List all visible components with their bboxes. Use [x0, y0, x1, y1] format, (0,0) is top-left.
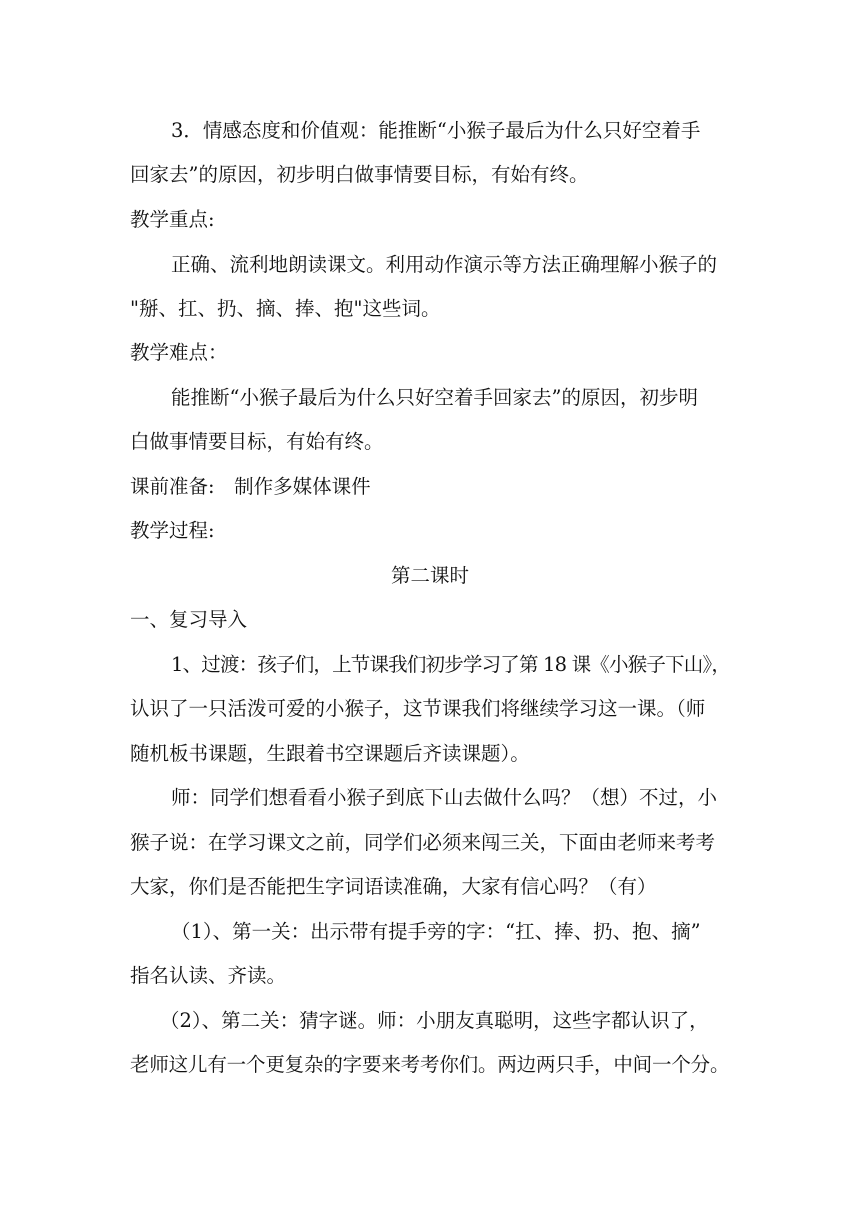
text-line: 指名认读、齐读。 — [130, 964, 287, 987]
text-line: 大家，你们是否能把生字词语读准确，大家有信心吗？（有） — [130, 875, 657, 898]
text-line: 1、过渡：孩子们，上节课我们初步学习了第 18 课《小猴子下山》， — [171, 653, 731, 676]
text-line: （2）、第二关：猜字谜。师：小朋友真聪明，这些字都认识了， — [160, 1009, 709, 1032]
text-line: 老师这儿有一个更复杂的字要来考考你们。两边两只手，中间一个分。 — [130, 1053, 730, 1076]
text-line: 白做事情要目标，有始有终。 — [130, 430, 384, 453]
section-heading: 课前准备: 制作多媒体课件 — [130, 475, 371, 498]
section-heading: 教学难点： — [130, 341, 228, 364]
text-line: 随机板书课题，生跟着书空课题后齐读课题）。 — [130, 742, 530, 765]
lesson-title: 第二课时 — [390, 564, 469, 587]
text-line: 能推断“小猴子最后为什么只好空着手回家去”的原因，初步明 — [171, 386, 698, 409]
section-heading: 一、复习导入 — [130, 608, 248, 631]
text-line: 3．情感态度和价值观：能推断“小猴子最后为什么只好空着手 — [171, 119, 701, 142]
text-line: "掰、扛、扔、摘、捧、抱"这些词。 — [130, 297, 441, 320]
text-line: （1）、第一关：出示带有提手旁的字：“扛、捧、扔、抱、摘” — [171, 920, 701, 943]
text-line: 正确、流利地朗读课文。利用动作演示等方法正确理解小猴子的 — [171, 253, 718, 276]
section-heading: 教学重点: — [130, 208, 215, 231]
text-line: 猴子说：在学习课文之前，同学们必须来闯三关，下面由老师来考考 — [130, 831, 716, 854]
text-line: 认识了一只活泼可爱的小猴子，这节课我们将继续学习这一课。（师 — [130, 697, 706, 720]
text-line: 师：同学们想看看小猴子到底下山去做什么吗？（想）不过，小 — [171, 786, 718, 809]
text-line: 回家去”的原因，初步明白做事情要目标，有始有终。 — [130, 163, 589, 186]
section-heading: 教学过程: — [130, 519, 215, 542]
